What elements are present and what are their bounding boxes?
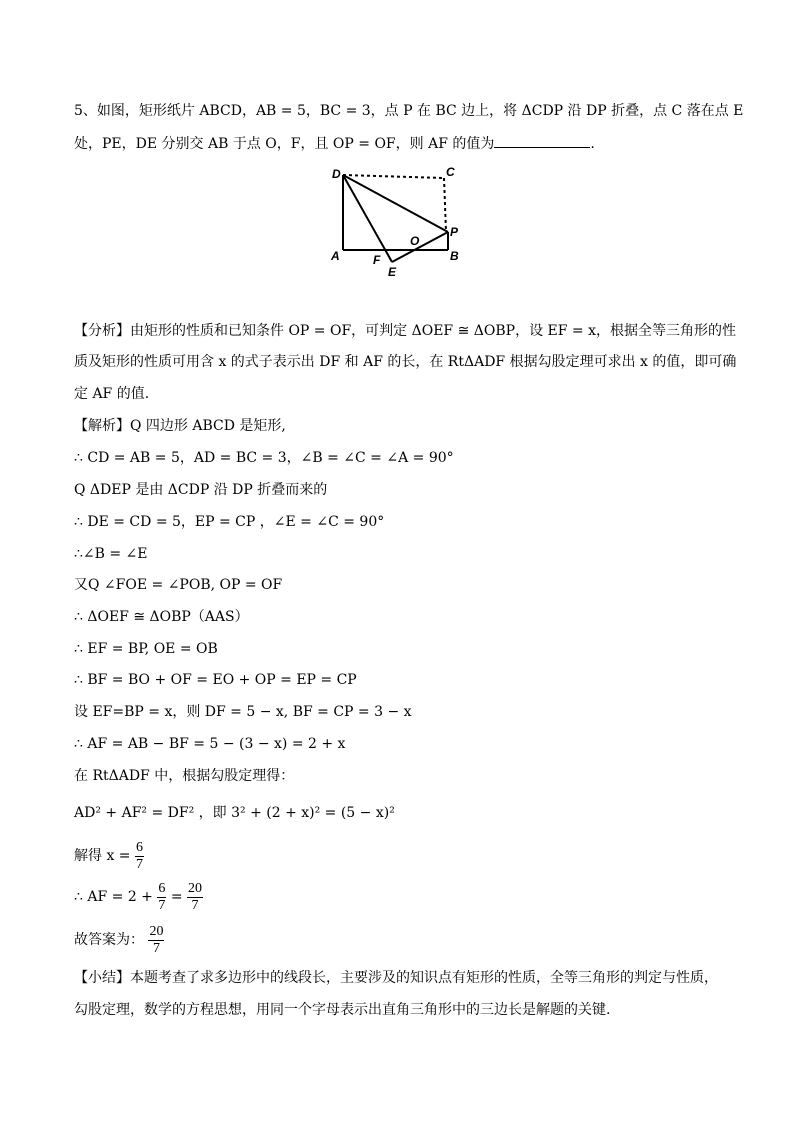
summary-line-1: 【小结】本题考查了求多边形中的线段长，主要涉及的知识点有矩形的性质，全等三角形的判定与性质， [74, 970, 718, 986]
analysis-line-2: 质及矩形的性质可用含 x 的式子表示出 DF 和 AF 的长，在 RtΔADF 根据勾股定理可求出 x 的值，即可确 [74, 354, 737, 370]
label-f: F [373, 253, 381, 267]
problem-line-1: 5、如图，矩形纸片 ABCD，AB = 5，BC = 3，点 P 在 BC 边上，将 ΔCDP 沿 DP 折叠，点 C 落在点 E [74, 103, 744, 119]
problem-line-2-end: . [590, 136, 595, 152]
fraction-six-sevenths: $\frac{6}{7}$ [135, 839, 143, 872]
solution-step-13: AD² + AF² = DF² ，即 3² + (2 + x)² = (5 − x)² [74, 805, 395, 821]
fraction-twenty-sevenths: $\frac{20}{7}$ [188, 880, 202, 913]
answer-blank [494, 133, 590, 148]
label-p: P [450, 225, 459, 239]
segment-dc-dashed [343, 175, 444, 178]
solution-step-15 [74, 877, 203, 917]
af-expression-text: ∴ AF = 2 + [74, 889, 153, 905]
analysis-line-3: 定 AF 的值. [74, 386, 150, 402]
solution-step-6: 又Q ∠FOE = ∠POB, OP = OF [74, 577, 283, 593]
geometry-diagram [326, 160, 466, 280]
solution-step-8: ∴ EF = BP, OE = OB [74, 641, 218, 657]
label-d: D [332, 167, 341, 181]
solution-step-14 [74, 836, 144, 876]
problem-line-2-text: 处，PE，DE 分别交 AB 于点 O，F，且 OP = OF，则 AF 的值为 [74, 136, 495, 152]
solution-step-9: ∴ BF = BO + OF = EO + OP = EP = CP [74, 672, 357, 688]
segment-cp-dashed [444, 178, 446, 232]
problem-line-2 [74, 133, 595, 154]
solution-step-3: Q ΔDEP 是由 ΔCDP 沿 DP 折叠而来的 [74, 482, 328, 498]
solution-step-1: 【解析】Q 四边形 ABCD 是矩形, [74, 418, 286, 434]
label-o: O [410, 234, 420, 248]
label-a: A [331, 249, 340, 263]
fraction-six-sevenths-b: $\frac{6}{7}$ [158, 880, 166, 913]
label-e: E [388, 265, 397, 279]
solution-step-12: 在 RtΔADF 中，根据勾股定理得： [74, 768, 295, 784]
equals-sign: = [170, 889, 183, 905]
solution-step-5: ∴∠B = ∠E [74, 546, 148, 562]
solution-step-2: ∴ CD = AB = 5，AD = BC = 3，∠B = ∠C = ∠A = 90° [74, 450, 454, 466]
label-b: B [450, 249, 459, 263]
solution-step-10: 设 EF=BP = x，则 DF = 5 − x, BF = CP = 3 − x [74, 704, 412, 720]
analysis-line-1: 【分析】由矩形的性质和已知条件 OP = OF，可判定 ΔOEF ≅ ΔOBP，设 EF = x，根据全等三角形的性 [74, 323, 736, 339]
solve-x-text: 解得 x = [74, 848, 131, 864]
segment-ep [392, 232, 448, 262]
solution-step-11: ∴ AF = AB − BF = 5 − (3 − x) = 2 + x [74, 736, 346, 752]
label-c: C [446, 165, 455, 179]
solution-step-7: ∴ ΔOEF ≅ ΔOBP（AAS） [74, 609, 249, 625]
solution-step-4: ∴ DE = CD = 5，EP = CP ，∠E = ∠C = 90° [74, 514, 385, 530]
final-answer [74, 920, 164, 960]
summary-line-2: 勾股定理，数学的方程思想，用同一个字母表示出直角三角形中的三边长是解题的关键. [74, 1002, 611, 1018]
fraction-answer: $\frac{20}{7}$ [149, 923, 164, 956]
final-answer-text: 故答案为： [74, 932, 144, 948]
